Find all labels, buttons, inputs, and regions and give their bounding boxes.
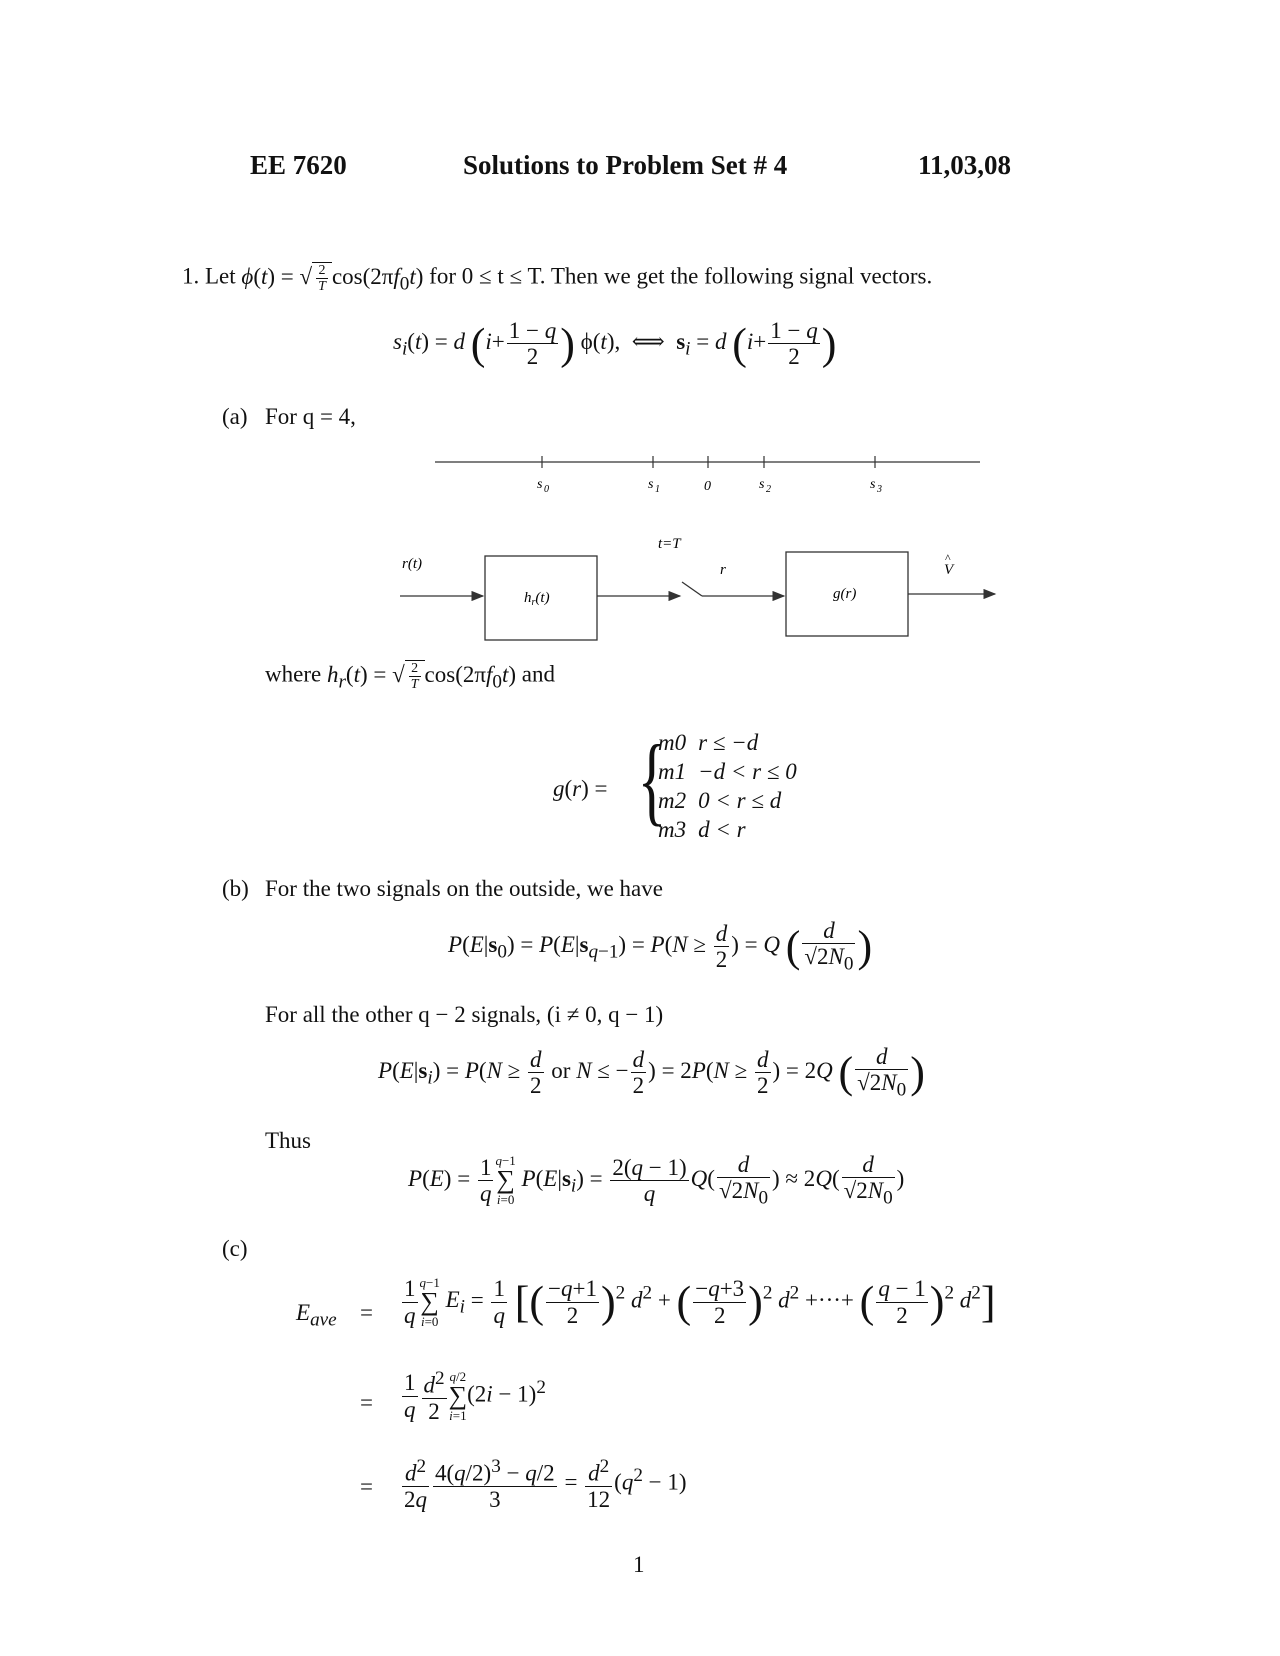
svg-text:s: s: [537, 477, 543, 492]
and-text: and: [521, 661, 555, 687]
svg-text:0: 0: [704, 479, 711, 494]
average-energy-line-2: $\frac{1}{q}$ $\frac{d^2}{2}$ q/2 ∑ $i=1(2i - 1)^2$: [404, 1368, 546, 1424]
part-c-label: (c): [222, 1236, 248, 1261]
course-number: EE 7620: [250, 150, 347, 180]
average-energy-line-1: $\frac{1}{q}$ q−1 ∑ i=0 $E_i$ = $\frac{1}{q}$ [( $\frac{-q+1}{2}$ )$^2$ $d^2$ + ( $\frac{-q+3}{2}$ )$^2$ $d^2$ +···+ ( $\frac{q - 1}{2}$ )$^2$ $d^2$]: [404, 1275, 996, 1329]
decision-label: g(r): [833, 586, 857, 602]
svg-text:s: s: [759, 477, 765, 492]
svg-text:s: s: [648, 477, 654, 492]
case-row: m1 −d < r ≤ 0: [658, 759, 797, 784]
page-number: 1: [633, 1552, 645, 1577]
svg-text:2: 2: [766, 484, 771, 495]
receiver-block-diagram: [390, 530, 1010, 650]
part-b-text: For the two signals on the outside, we have: [265, 876, 663, 901]
where-text: where: [265, 661, 322, 687]
svg-text:1: 1: [655, 484, 660, 495]
signal-vector-equation: $s_i(t) = d$ (i+ $\frac{1 - q}{2}$ ) ϕ(t), ⟺ $s_i = d$ (i+ $\frac{1 - q}{2}$ ): [393, 318, 837, 370]
sampler-switch: [682, 582, 702, 596]
document-date: 11,03,08: [918, 150, 1012, 180]
intro-let: Let: [205, 263, 236, 289]
other-signals-text: For all the other q − 2 signals, (i ≠ 0, q − 1): [265, 1002, 664, 1027]
g-function-cases: [652, 728, 803, 844]
outer-signal-error-equation: $P(E|s_0) = P(E|s_{q-1}) = P(N$ ≥ $\frac{d}{2}$ ) = Q ( $\frac{d}{√2N_0}$ ): [448, 918, 873, 975]
part-a-text: For q = 4,: [265, 404, 356, 429]
equals-sign-2: =: [360, 1390, 373, 1415]
svg-text:3: 3: [877, 484, 882, 495]
g-function-label: g(r) =: [553, 776, 608, 801]
filter-definition: where $h_r(t)$ = √ $\frac{2}{T}$ $\cos(2\pi f_0t)$ and: [265, 661, 555, 693]
part-b-label: (b): [222, 876, 249, 901]
average-energy-symbol: $E_{ave}$: [296, 1300, 337, 1331]
constellation-diagram: [430, 448, 990, 508]
output-hat: ^: [945, 551, 951, 565]
output-label: V: [944, 562, 954, 578]
thus-text: Thus: [265, 1128, 311, 1153]
case-row: m3 d < r: [658, 817, 746, 842]
input-label: r(t): [402, 556, 422, 572]
inner-signal-error-equation: $P(E|s_i) = P(N$ ≥ $\frac{d}{2}$ or N ≤ − $\frac{d}{2}$ ) = 2P(N ≥ $\frac{d}{2}$ ) = 2Q ( $\frac{d}{√2N_0}$ ): [378, 1044, 925, 1101]
average-energy-line-3: $\frac{d^2}{2q}$ $\frac{4(q/2)^3 - q/2}{3}$ = $\frac{d^2}{12}$ $(q^2 - 1)$: [404, 1456, 687, 1512]
document-title: Solutions to Problem Set # 4: [463, 150, 788, 180]
equals-sign-3: =: [360, 1474, 373, 1499]
total-error-equation: P(E) = $\frac{1}{q}$ q−1 ∑ i=0 $P(E|s_i)$ = $\frac{2(q - 1)}{q}$ Q( $\frac{d}{√2N_0}$ ) ≈ 2Q( $\frac{d}{√2N_0}$ ): [408, 1152, 905, 1209]
intro-then: for 0 ≤ t ≤ T. Then we get the following signal vectors.: [429, 263, 933, 289]
cases-brace: {: [637, 724, 667, 835]
problem-1-intro: [182, 262, 932, 295]
svg-text:0: 0: [544, 484, 549, 495]
part-a-label: (a): [222, 404, 248, 429]
case-row: m2 0 < r ≤ d: [658, 788, 782, 813]
sample-value-label: r: [720, 562, 726, 578]
phi-definition: ϕ(t) = √ $\frac{2}{T}$ $\cos(2\pi f_0t)$: [241, 263, 424, 295]
svg-text:s: s: [870, 477, 876, 492]
sample-time-label: t=T: [658, 536, 681, 552]
problem-number: 1.: [182, 263, 200, 289]
equals-sign-1: =: [360, 1300, 373, 1325]
filter-label: $h_r(t)$: [524, 590, 550, 608]
case-row: m0 r ≤ −d: [658, 730, 759, 755]
